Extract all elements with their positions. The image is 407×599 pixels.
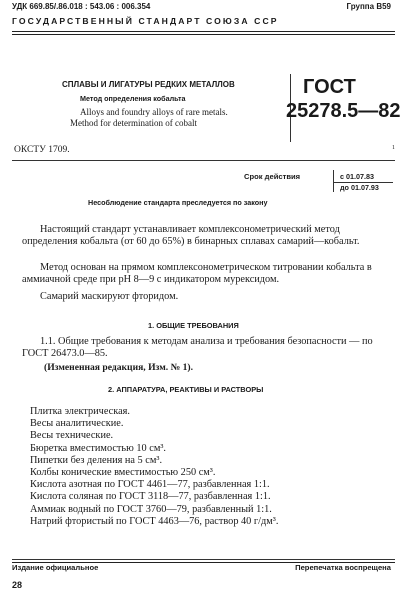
- title-russian: СПЛАВЫ И ЛИГАТУРЫ РЕДКИХ МЕТАЛЛОВ: [62, 80, 235, 89]
- intro-paragraph-scope: Настоящий стандарт устанавливает комплексонометрический метод определения кобальта (от 60 до 65%) в бинарных сплавах самарий—кобальт.: [22, 224, 360, 248]
- section-1-text: 1.1. Общие требования к методам анализа и требования безопасности — по ГОСТ 26473.0—85.: [22, 336, 373, 360]
- intro-paragraph-masking: Самарий маскируют фторидом.: [40, 291, 179, 302]
- section-2-heading: 2. АППАРАТУРА, РЕАКТИВЫ И РАСТВОРЫ: [108, 385, 264, 394]
- udk-code: УДК 669.85/.86.018 : 543.06 : 006.354: [12, 2, 151, 11]
- group-code: Группа В59: [346, 2, 391, 11]
- reprint-prohibited-label: Перепечатка воспрещена: [295, 563, 391, 572]
- list-item: Весы аналитические.: [30, 418, 124, 430]
- gost-number: 25278.5—82: [286, 100, 401, 122]
- okstu-code: ОКСТУ 1709.: [14, 145, 70, 155]
- top-rule-thin: [12, 34, 395, 35]
- bottom-rule-thin: [12, 559, 395, 560]
- list-item: Плитка электрическая.: [30, 406, 130, 417]
- list-item: Бюретка вместимостью 10 см³.: [30, 442, 166, 454]
- validity-label: Срок действия: [244, 172, 301, 181]
- validity-from: с 01.07.83: [340, 172, 374, 181]
- list-item: Пипетки без деления на 5 см³.: [30, 454, 163, 466]
- page-mark: 1: [392, 145, 395, 151]
- title-english: Alloys and foundry alloys of rare metals.: [80, 107, 228, 117]
- top-rule: [12, 31, 395, 32]
- violation-note: Несоблюдение стандарта преследуется по закону: [88, 198, 268, 207]
- official-edition-label: Издание официальное: [12, 563, 99, 572]
- okstu-rule: [12, 160, 395, 161]
- page-number: 28: [12, 580, 23, 590]
- gost-label: ГОСТ: [303, 76, 356, 98]
- list-item: Кислота соляная по ГОСТ 3118—77, разбавленная 1:1.: [30, 491, 271, 503]
- equipment-list: [30, 406, 278, 528]
- validity-to: до 01.07.93: [340, 183, 379, 192]
- standard-title: ГОСУДАРСТВЕННЫЙ СТАНДАРТ СОЮЗА ССР: [12, 16, 279, 26]
- section-1-heading: 1. ОБЩИЕ ТРЕБОВАНИЯ: [148, 321, 239, 330]
- subtitle-russian: Метод определения кобальта: [80, 94, 186, 103]
- subtitle-english: Method for determination of cobalt: [70, 118, 197, 128]
- validity-box-line: [333, 170, 334, 192]
- list-item: Аммиак водный по ГОСТ 3760—79, разбавленный 1:1.: [30, 503, 272, 515]
- amendment-note: (Измененная редакция, Изм. № 1).: [44, 362, 194, 373]
- list-item: Кислота азотная по ГОСТ 4461—77, разбавленная 1:1.: [30, 479, 270, 491]
- list-item: Колбы конические вместимостью 250 см³.: [30, 467, 216, 479]
- list-item: Весы технические.: [30, 430, 114, 442]
- intro-paragraph-method: Метод основан на прямом комплексонометрическом титровании кобальта в аммиачной среде при рН 8—9 с индикатором мурексидом.: [22, 262, 372, 286]
- list-item: Натрий фтористый по ГОСТ 4463—76, раствор 40 г/дм³.: [30, 515, 279, 527]
